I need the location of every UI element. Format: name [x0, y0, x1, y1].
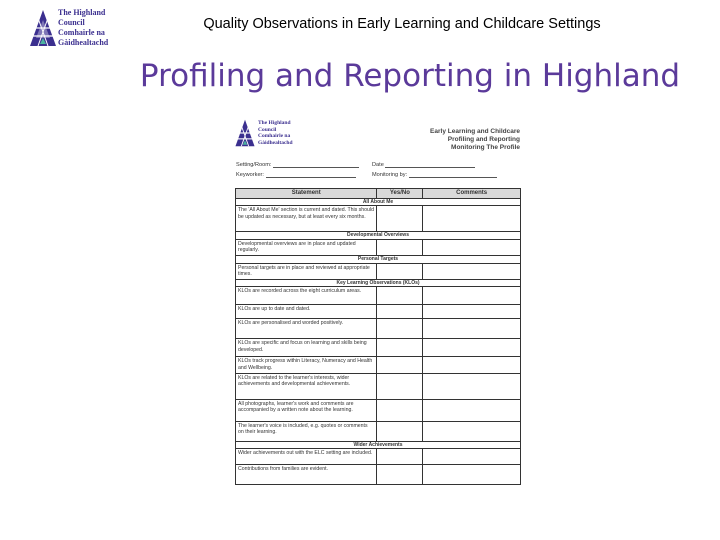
table-row — [236, 449, 521, 465]
table-row — [236, 319, 521, 339]
highland-council-logo — [28, 8, 108, 50]
monitoring-table — [235, 188, 521, 485]
table-row — [236, 357, 521, 373]
form-heading-line: Early Learning and Childcare — [430, 128, 520, 135]
monitoring-by-label: Monitoring by: — [372, 172, 408, 178]
form-heading-line: Monitoring The Profile — [451, 144, 520, 151]
section-row — [236, 232, 521, 240]
table-row — [236, 421, 521, 441]
table-row — [236, 206, 521, 232]
form-logo-line: The Highland — [258, 120, 291, 126]
section-row — [236, 198, 521, 206]
form-logo-line: Council — [258, 126, 277, 133]
form-logo-text — [258, 120, 293, 146]
logo-line: Comhairle na — [58, 28, 105, 37]
yes-no-cell — [377, 465, 423, 485]
table-row — [236, 287, 521, 305]
statement-cell: The 'All About Me' section is current and dated. This should be updated as necessary, but at least every six months. — [236, 206, 377, 232]
keyworker-label: Keyworker: — [236, 172, 264, 178]
yes-no-cell — [377, 357, 423, 373]
table-row — [236, 399, 521, 421]
section-title: Developmental Overviews — [236, 232, 521, 240]
yes-no-cell — [377, 399, 423, 421]
comments-cell — [423, 373, 521, 399]
table-body — [236, 198, 521, 485]
column-header: Yes/No — [377, 189, 423, 199]
statement-cell: KLOs are personalised and worded positively. — [236, 319, 377, 339]
keyworker-field — [236, 172, 356, 178]
section-title: All About Me — [236, 198, 521, 206]
setting-room-label: Setting/Room: — [236, 162, 272, 168]
comments-cell — [423, 263, 521, 279]
section-row — [236, 279, 521, 287]
section-title: Personal Targets — [236, 255, 521, 263]
comments-cell — [423, 305, 521, 319]
comments-cell — [423, 465, 521, 485]
table-row — [236, 305, 521, 319]
table-row — [236, 239, 521, 255]
comments-cell — [423, 399, 521, 421]
column-header: Comments — [423, 189, 521, 199]
form-logo — [234, 118, 304, 154]
statement-cell: Contributions from families are evident. — [236, 465, 377, 485]
comments-cell — [423, 339, 521, 357]
comments-cell — [423, 239, 521, 255]
comments-cell — [423, 421, 521, 441]
statement-cell: KLOs are recorded across the eight curriculum areas. — [236, 287, 377, 305]
monitoring-form-image — [232, 116, 524, 540]
yes-no-cell — [377, 373, 423, 399]
section-title: Wider Achievements — [236, 441, 521, 449]
slide-title: Profiling and Reporting in Highland — [139, 58, 681, 94]
table-row — [236, 339, 521, 357]
statement-cell: Personal targets are in place and reviewed at appropriate times. — [236, 263, 377, 279]
yes-no-cell — [377, 305, 423, 319]
section-title: Key Learning Observations (KLOs) — [236, 279, 521, 287]
section-row — [236, 441, 521, 449]
column-header: Statement — [236, 189, 377, 199]
comments-cell — [423, 206, 521, 232]
statement-cell: KLOs are specific and focus on learning and skills being developed. — [236, 339, 377, 357]
table-row — [236, 373, 521, 399]
comments-cell — [423, 357, 521, 373]
yes-no-cell — [377, 206, 423, 232]
logo-triangle-icon — [28, 8, 58, 48]
setting-room-field — [236, 162, 359, 168]
yes-no-cell — [377, 319, 423, 339]
comments-cell — [423, 449, 521, 465]
logo-line: Council — [58, 18, 85, 27]
form-logo-triangle-icon — [234, 118, 256, 148]
logo-line: The Highland — [58, 8, 106, 17]
yes-no-cell — [377, 421, 423, 441]
yes-no-cell — [377, 263, 423, 279]
comments-cell — [423, 319, 521, 339]
yes-no-cell — [377, 239, 423, 255]
statement-cell: KLOs are related to the learner's interests, wider achievements and developmental achievements. — [236, 373, 377, 399]
yes-no-cell — [377, 449, 423, 465]
header-title: Quality Observations in Early Learning and Childcare Settings — [203, 16, 601, 32]
table-row — [236, 263, 521, 279]
date-field — [372, 162, 475, 168]
yes-no-cell — [377, 287, 423, 305]
table-row — [236, 465, 521, 485]
statement-cell: The learner's voice is included, e.g. quotes or comments on their learning. — [236, 421, 377, 441]
monitoring-by-field — [372, 172, 497, 178]
date-label: Date — [372, 162, 384, 168]
form-heading — [400, 128, 520, 152]
statement-cell: KLOs track progress within Literacy, Numeracy and Health and Wellbeing. — [236, 357, 377, 373]
section-row — [236, 255, 521, 263]
statement-cell: KLOs are up to date and dated. — [236, 305, 377, 319]
yes-no-cell — [377, 339, 423, 357]
form-logo-line: Comhairle na — [258, 133, 291, 139]
form-logo-line: Gàidhealtachd — [258, 139, 293, 146]
comments-cell — [423, 287, 521, 305]
statement-cell: All photographs, learner's work and comments are accompanied by a written note about the learning. — [236, 399, 377, 421]
form-heading-line: Profiling and Reporting — [447, 136, 520, 143]
logo-line: Gàidhealtachd — [58, 38, 109, 47]
statement-cell: Developmental overviews are in place and updated regularly. — [236, 239, 377, 255]
statement-cell: Wider achievements out with the ELC setting are included. — [236, 449, 377, 465]
logo-text — [58, 8, 130, 48]
table-header-row — [236, 189, 521, 199]
